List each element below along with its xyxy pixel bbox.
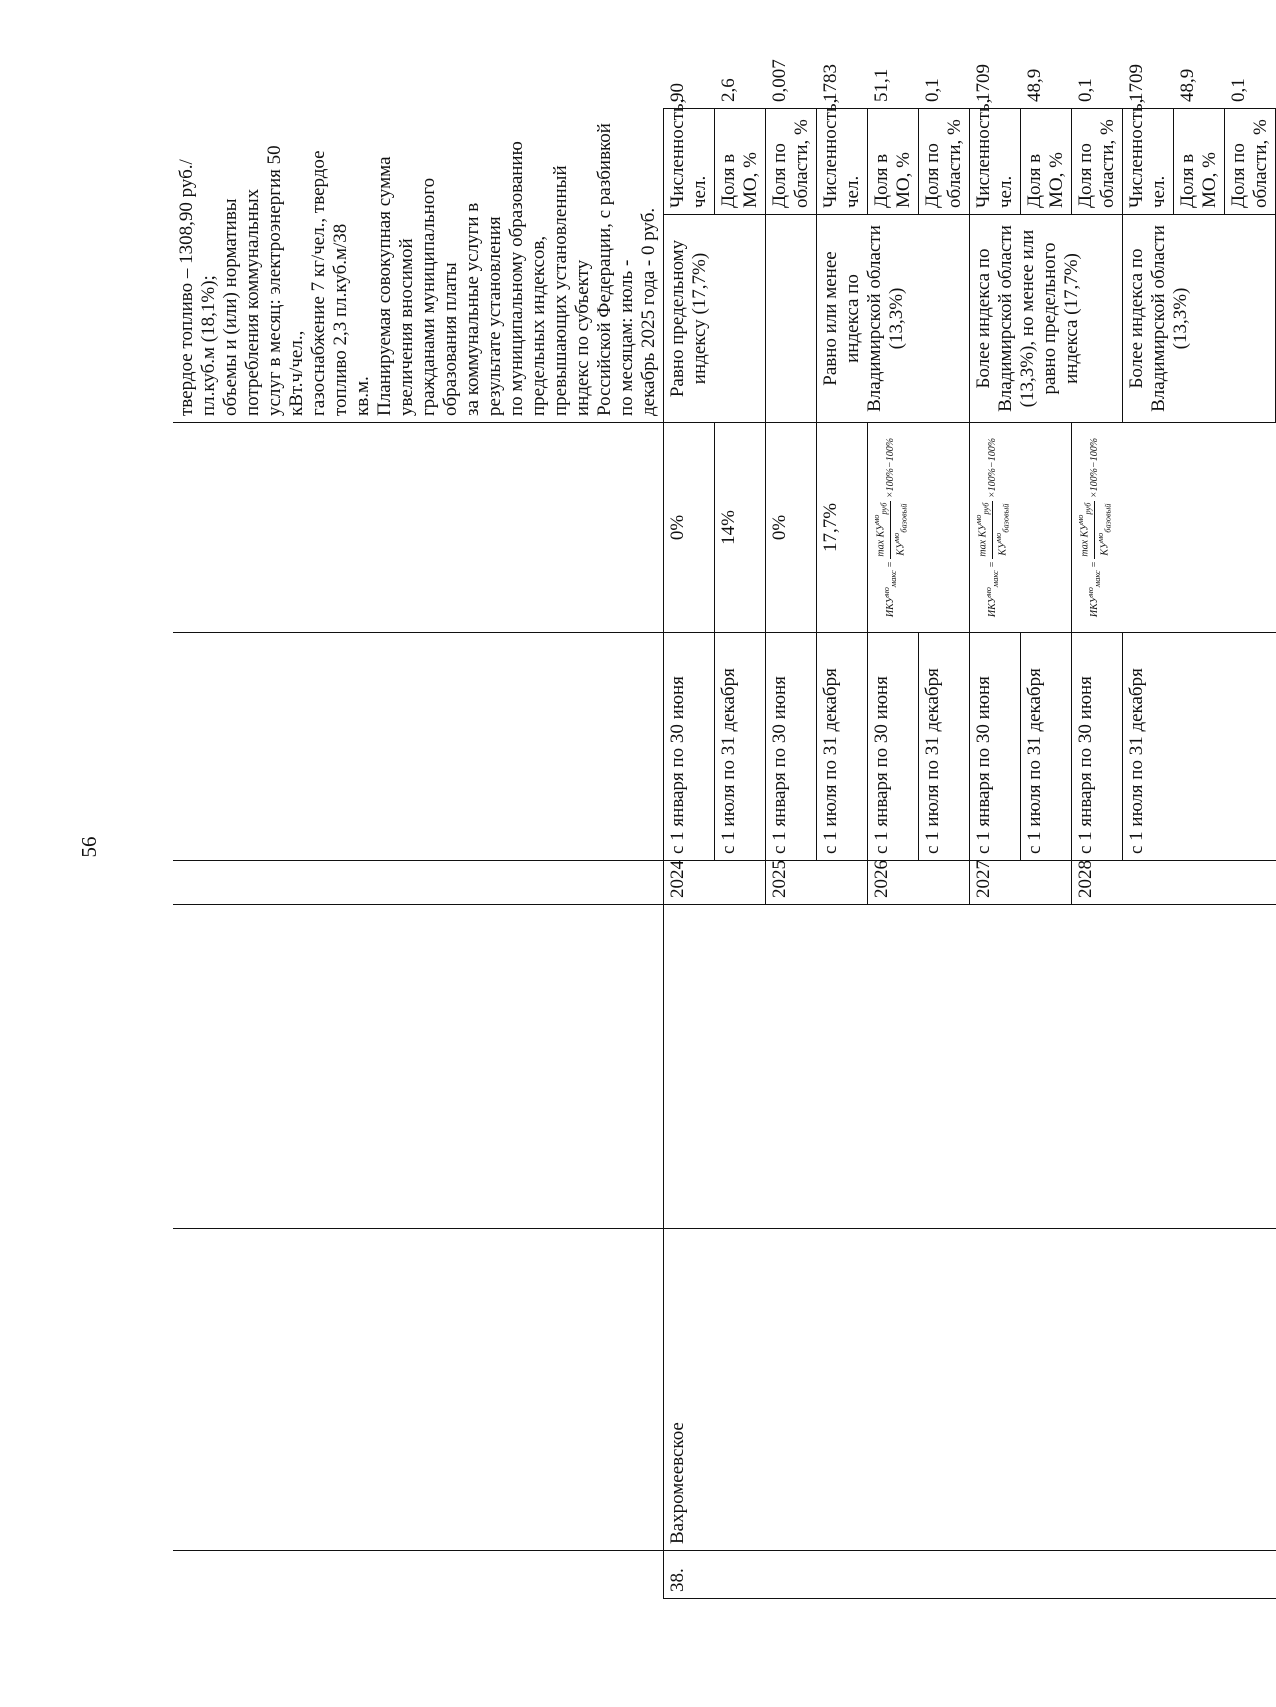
intro-empty-name <box>173 1229 664 1551</box>
table-row: с 1 июля по 31 декабря Доля в МО, % 48,9 <box>1021 109 1072 1599</box>
index-formula: $ИКУ^{мо}_{макс}$ = $\max KУ^{мо}_{руб}$ $KУ^{мо}_{базовый}$ ×100%−100% <box>974 437 1011 618</box>
condition-cell-empty <box>766 215 817 423</box>
metric-cell: Численность, чел. <box>664 109 715 215</box>
intro-empty-idx <box>173 1551 664 1599</box>
row-number: 38. <box>664 1551 1276 1599</box>
period-cell: с 1 января по 30 июня <box>970 633 1021 861</box>
condition-cell: Более индекса по Владимирской области (13,3%) <box>1123 215 1276 423</box>
year-cell: 2024 <box>664 861 766 905</box>
empty-col3 <box>664 905 1276 1229</box>
condition-cell: Более индекса по Владимирской области (13,3%), но менее или равно предельного индекса (17,7%) <box>970 215 1123 423</box>
metric-cell: Численность, чел. <box>1123 109 1174 215</box>
intro-empty-col3 <box>173 905 664 1229</box>
metric-cell: Доля по области, % <box>1225 109 1276 215</box>
table-row: 2025 с 1 января по 30 июня 0% Доля по области, % 0,007 <box>766 109 817 1599</box>
intro-empty-year <box>173 861 664 905</box>
intro-empty-period <box>173 633 664 861</box>
table-row: Доля в МО, % 48,9 <box>1174 109 1225 1599</box>
page-number: 56 <box>77 836 101 858</box>
metric-cell: Доля в МО, % <box>868 109 919 215</box>
intro-line: газоснабжение 7 кг/чел., твердое топливо 2,3 пл.куб.м/38 <box>308 150 351 416</box>
index-cell: 0% <box>766 423 817 633</box>
period-cell: с 1 января по 30 июня <box>868 633 919 861</box>
table-row: с 1 июля по 31 декабря 14% Доля в МО, % 2,6 <box>715 109 766 1599</box>
intro-line: объемы и (или) нормативы потребления коммунальных <box>220 188 263 416</box>
table-row: 2027 с 1 января по 30 июня $ИКУ^{мо}_{макс}$ = $\max KУ^{мо}_{руб}$ $KУ^{мо}_{базовый}$ ×100%−100% Более индекса по Владимирской области (13,3%), но менее или равно предельного индекса (17,7%) Численность, чел. 1709 <box>970 109 1021 1599</box>
intro-line: декабрь 2025 года - 0 руб. <box>638 207 659 416</box>
metric-cell: Численность, чел. <box>817 109 868 215</box>
intro-text <box>176 115 660 417</box>
rotated-table-container <box>173 59 1271 1599</box>
table-row: 2028 с 1 января по 30 июня $ИКУ^{мо}_{макс}$ = $\max KУ^{мо}_{руб}$ $KУ^{мо}_{базовый}$ ×100%−100% Доля по области, % 0,1 <box>1072 109 1123 1599</box>
year-cell: 2028 <box>1072 861 1276 905</box>
metric-cell: Доля в МО, % <box>715 109 766 215</box>
table-row: с 1 июля по 31 декабря Более индекса по Владимирской области (13,3%) Численность, чел. 1709 <box>1123 109 1174 1599</box>
condition-cell: Равно предельному индексу (17,7%) <box>664 215 766 423</box>
year-cell: 2026 <box>868 861 970 905</box>
table-row: с 1 июля по 31 декабря Доля по области, % 0,1 <box>919 109 970 1599</box>
period-cell: с 1 июля по 31 декабря <box>919 633 970 861</box>
intro-line: Российской Федерации, с разбивкой по месяцам: июль - <box>594 123 637 416</box>
intro-row <box>173 109 664 1599</box>
period-cell: с 1 июля по 31 декабря <box>715 633 766 861</box>
table-row: 38. Вахромеевское 2024 с 1 января по 30 июня 0% Равно предельному индексу (17,7%) Численность, чел. 90 <box>664 109 715 1599</box>
metric-cell: Доля по области, % <box>766 109 817 215</box>
formula-cell <box>970 423 1072 633</box>
index-cell: 17,7% <box>817 423 868 633</box>
period-cell: с 1 июля по 31 декабря <box>1021 633 1072 861</box>
intro-line: кв.м. <box>352 376 373 416</box>
intro-line: за коммунальные услуги в результате установления <box>462 202 505 416</box>
index-cell: 0% <box>664 423 715 633</box>
intro-line: превышающих установленный индекс по субъекту <box>550 165 593 416</box>
intro-line: услуг в месяц: электроэнергия 50 кВт.ч/чел., <box>264 145 307 416</box>
index-cell: 14% <box>715 423 766 633</box>
intro-line: по муниципальному образованию предельных индексов, <box>506 141 549 416</box>
intro-line: твердое топливо – 1308,90 руб./пл.куб.м (18,1%); <box>176 159 219 416</box>
metric-cell: Доля в МО, % <box>1021 109 1072 215</box>
table-row: с 1 июля по 31 декабря 17,7% Равно или менее индекса по Владимирской области (13,3%) Численность, чел. 1783 <box>817 109 868 1599</box>
table-row: Доля по области, % 0,1 <box>1225 109 1276 1599</box>
intro-empty-index <box>173 423 664 633</box>
intro-line: гражданами муниципального образования платы <box>418 177 461 416</box>
period-cell: с 1 января по 30 июня <box>664 633 715 861</box>
formula-cell <box>868 423 970 633</box>
index-formula: $ИКУ^{мо}_{макс}$ = $\max KУ^{мо}_{руб}$ $KУ^{мо}_{базовый}$ ×100%−100% <box>872 437 909 618</box>
year-cell: 2027 <box>970 861 1072 905</box>
period-cell: с 1 января по 30 июня <box>1072 633 1123 861</box>
formula-cell <box>1072 423 1276 633</box>
intro-text-cell <box>173 109 664 423</box>
metric-cell: Численность, чел. <box>970 109 1021 215</box>
period-cell: с 1 января по 30 июня <box>766 633 817 861</box>
intro-line: Планируемая совокупная сумма увеличения вносимой <box>374 156 417 416</box>
metric-cell: Доля в МО, % <box>1174 109 1225 215</box>
tariff-index-table <box>173 59 1276 1599</box>
metric-cell: Доля по области, % <box>919 109 970 215</box>
year-cell: 2025 <box>766 861 868 905</box>
period-cell: с 1 июля по 31 декабря <box>817 633 868 861</box>
condition-cell: Равно или менее индекса по Владимирской области (13,3%) <box>817 215 970 423</box>
metric-cell: Доля по области, % <box>1072 109 1123 215</box>
table-row: 2026 с 1 января по 30 июня $ИКУ^{мо}_{макс}$ = $\max KУ^{мо}_{руб}$ $KУ^{мо}_{базовый}$ ×100%−100% Доля в МО, % 51,1 <box>868 109 919 1599</box>
period-cell: с 1 июля по 31 декабря <box>1123 633 1276 861</box>
index-formula: $ИКУ^{мо}_{макс}$ = $\max KУ^{мо}_{руб}$ $KУ^{мо}_{базовый}$ ×100%−100% <box>1076 437 1113 618</box>
municipality-name: Вахромеевское <box>664 1229 1276 1551</box>
